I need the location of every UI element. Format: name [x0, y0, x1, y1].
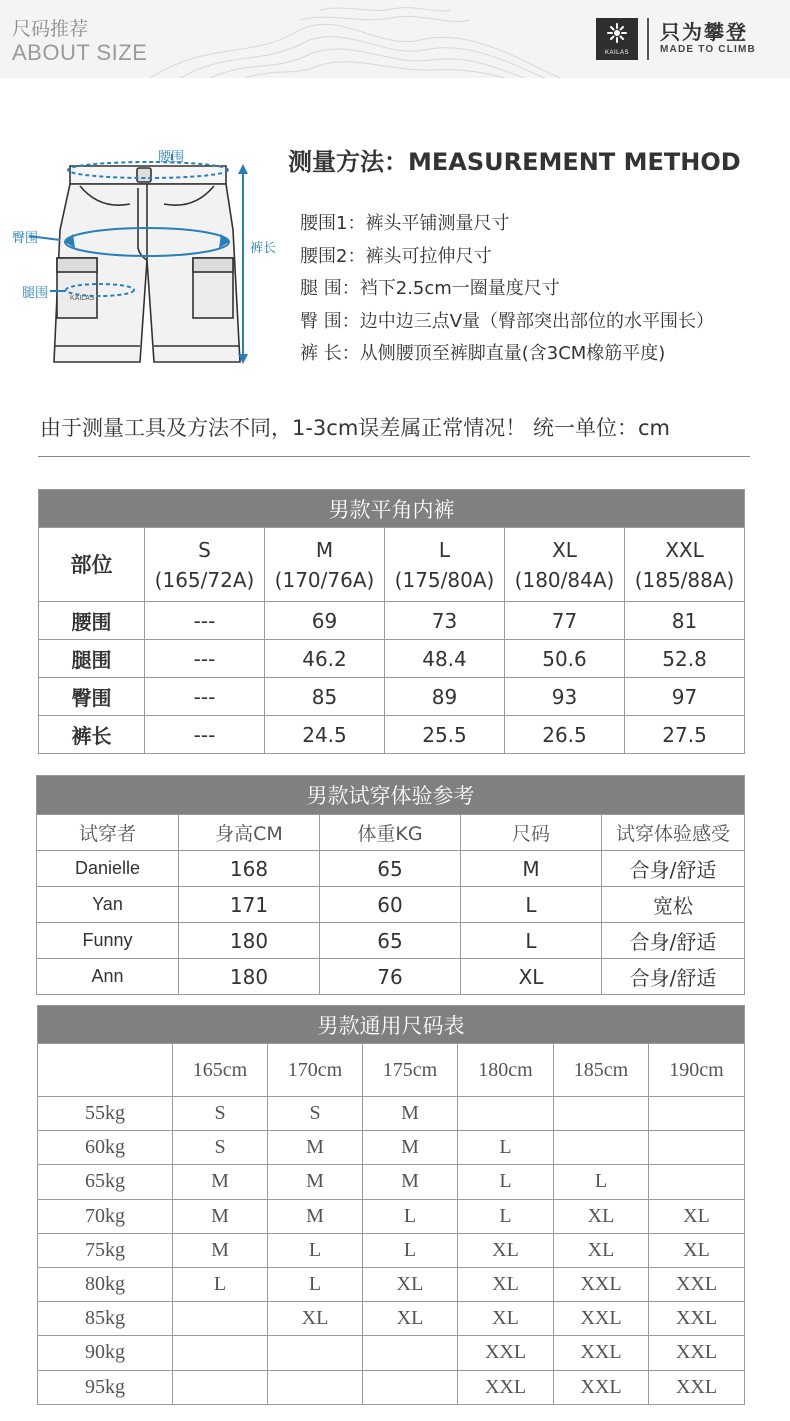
size-spec: (175/80A): [394, 567, 495, 592]
height-header: 185cm: [554, 1044, 649, 1097]
size-cell: XXL: [554, 1336, 649, 1370]
method-title: 测量方法：MEASUREMENT METHOD: [288, 148, 741, 176]
table-cell: ---: [145, 716, 265, 754]
waist-label: 腰围: [158, 150, 185, 165]
pocket-brand-label: KAILAS: [70, 295, 95, 302]
table-cell: 76: [320, 959, 461, 995]
table-row: [38, 1302, 745, 1336]
weight-label: 90kg: [38, 1336, 173, 1370]
table-cell: 合身/舒适: [602, 851, 745, 887]
size-cell: XXL: [458, 1370, 554, 1404]
size-spec: (165/72A): [154, 567, 255, 592]
method-line-waist2: 腰围2：裤头可拉伸尺寸: [300, 245, 492, 267]
size-cell: L: [458, 1131, 554, 1165]
table-cell: 合身/舒适: [602, 923, 745, 959]
size-cell: XL: [268, 1302, 363, 1336]
header-title-cn: 尺码推荐: [12, 18, 89, 40]
size-cell: XXL: [649, 1302, 745, 1336]
page-header: [0, 0, 790, 78]
row-label: 臀围: [39, 678, 145, 716]
size-cell: L: [173, 1267, 268, 1301]
column-header: 尺码: [461, 815, 602, 851]
size-cell: XXL: [649, 1267, 745, 1301]
method-line-waist1: 腰围1：裤头平铺测量尺寸: [300, 213, 510, 234]
table-cell: ---: [145, 678, 265, 716]
table-cell: 合身/舒适: [602, 959, 745, 995]
size-cell: XL: [363, 1302, 458, 1336]
table-row: [38, 1165, 745, 1199]
size-cell: L: [458, 1165, 554, 1199]
fit-table-header-row: [37, 815, 745, 851]
method-line-length: 裤 长：从侧腰顶至裤脚直量(含3CM橡筋平度): [300, 343, 666, 364]
size-cell: S: [268, 1097, 363, 1131]
size-cell: [363, 1336, 458, 1370]
table-cell: 52.8: [625, 640, 745, 678]
tester-name: Danielle: [37, 851, 179, 887]
size-cell: XL: [649, 1233, 745, 1267]
shorts-measurement-diagram: [0, 130, 290, 380]
size-table-corner: 部位: [39, 528, 145, 602]
size-cell: M: [268, 1131, 363, 1165]
general-table-title: 男款通用尺码表: [38, 1006, 745, 1044]
size-cell: L: [268, 1233, 363, 1267]
height-header: 170cm: [268, 1044, 363, 1097]
size-cell: XL: [554, 1233, 649, 1267]
size-cell: [649, 1131, 745, 1165]
thigh-label: 腿围: [22, 286, 49, 301]
length-label: 裤长: [250, 241, 277, 256]
size-cell: XL: [458, 1302, 554, 1336]
table-cell: 48.4: [385, 640, 505, 678]
table-cell: 60: [320, 887, 461, 923]
size-cell: S: [173, 1131, 268, 1165]
fit-reference-table: [36, 775, 745, 995]
row-label: 腿围: [39, 640, 145, 678]
weight-label: 85kg: [38, 1302, 173, 1336]
row-label: 腰围: [39, 602, 145, 640]
size-cell: [268, 1336, 363, 1370]
size-code: S: [198, 537, 211, 562]
size-cell: M: [268, 1165, 363, 1199]
weight-label: 55kg: [38, 1097, 173, 1131]
size-cell: M: [363, 1165, 458, 1199]
row-label: 裤长: [39, 716, 145, 754]
table-cell: XL: [461, 959, 602, 995]
size-cell: L: [554, 1165, 649, 1199]
general-table-corner: [38, 1044, 173, 1097]
sun-logo-icon: [596, 18, 638, 50]
weight-label: 65kg: [38, 1165, 173, 1199]
size-cell: L: [363, 1199, 458, 1233]
fit-table-title: 男款试穿体验参考: [37, 776, 745, 815]
size-cell: [649, 1165, 745, 1199]
height-header: 180cm: [458, 1044, 554, 1097]
size-cell: M: [173, 1165, 268, 1199]
table-row: [37, 887, 745, 923]
shorts-illustration: [0, 130, 290, 380]
table-cell: 77: [505, 602, 625, 640]
weight-label: 70kg: [38, 1199, 173, 1233]
header-title-en: ABOUT SIZE: [12, 40, 148, 65]
size-cell: [173, 1336, 268, 1370]
size-col-l: [385, 528, 505, 602]
table-cell: ---: [145, 602, 265, 640]
logo-text: KAILAS: [604, 50, 629, 56]
table-cell: 81: [625, 602, 745, 640]
table-cell: 171: [179, 887, 320, 923]
table-row: [38, 1233, 745, 1267]
size-cell: XXL: [649, 1370, 745, 1404]
general-table-header-row: [38, 1044, 745, 1097]
table-cell: 89: [385, 678, 505, 716]
table-row: [39, 716, 745, 754]
tester-name: Funny: [37, 923, 179, 959]
tolerance-notice: 由于测量工具及方法不同，1-3cm误差属正常情况！ 统一单位：cm: [40, 416, 670, 440]
table-cell: 24.5: [265, 716, 385, 754]
table-row: [38, 1131, 745, 1165]
table-cell: M: [461, 851, 602, 887]
size-cell: M: [268, 1199, 363, 1233]
divider-line: [38, 456, 750, 457]
table-cell: 180: [179, 923, 320, 959]
column-header: 身高CM: [179, 815, 320, 851]
height-header: 165cm: [173, 1044, 268, 1097]
table-row: [38, 1370, 745, 1404]
table-cell: 27.5: [625, 716, 745, 754]
size-cell: [173, 1370, 268, 1404]
table-row: [39, 640, 745, 678]
size-spec-table: [38, 489, 745, 754]
size-code: XXL: [665, 537, 704, 562]
size-cell: L: [458, 1199, 554, 1233]
table-row: [37, 959, 745, 995]
hip-label: 臀围: [12, 231, 39, 246]
table-cell: 46.2: [265, 640, 385, 678]
table-cell: ---: [145, 640, 265, 678]
table-row: [38, 1097, 745, 1131]
table-cell: 73: [385, 602, 505, 640]
size-spec: (180/84A): [514, 567, 615, 592]
size-cell: XL: [458, 1233, 554, 1267]
size-cell: XXL: [554, 1267, 649, 1301]
size-cell: M: [173, 1233, 268, 1267]
height-header: 175cm: [363, 1044, 458, 1097]
column-header: 试穿者: [37, 815, 179, 851]
size-col-xxl: [625, 528, 745, 602]
size-cell: XL: [363, 1267, 458, 1301]
kailas-logo: [596, 18, 638, 60]
size-cell: XXL: [554, 1370, 649, 1404]
table-cell: L: [461, 923, 602, 959]
size-cell: [173, 1302, 268, 1336]
size-col-s: [145, 528, 265, 602]
method-list: [300, 208, 790, 371]
size-cell: L: [363, 1233, 458, 1267]
size-cell: [554, 1097, 649, 1131]
table-cell: 93: [505, 678, 625, 716]
table-cell: L: [461, 887, 602, 923]
weight-label: 75kg: [38, 1233, 173, 1267]
size-code: M: [315, 537, 334, 562]
size-cell: [649, 1097, 745, 1131]
table-row: [39, 602, 745, 640]
size-cell: XXL: [649, 1336, 745, 1370]
general-size-table: [37, 1005, 745, 1405]
size-cell: XL: [458, 1267, 554, 1301]
size-cell: XL: [554, 1199, 649, 1233]
size-table-title: 男款平角内裤: [39, 490, 745, 528]
table-cell: 180: [179, 959, 320, 995]
size-cell: M: [363, 1131, 458, 1165]
size-spec: (170/76A): [274, 567, 375, 592]
table-row: [37, 923, 745, 959]
table-cell: 85: [265, 678, 385, 716]
weight-label: 80kg: [38, 1267, 173, 1301]
table-cell: 50.6: [505, 640, 625, 678]
tester-name: Ann: [37, 959, 179, 995]
logo-divider: [647, 18, 649, 60]
method-line-hip: 臀 围：边中边三点V量（臀部突出部位的水平围长）: [300, 310, 715, 332]
size-cell: L: [268, 1267, 363, 1301]
table-cell: 26.5: [505, 716, 625, 754]
size-cell: [554, 1131, 649, 1165]
size-spec: (185/88A): [634, 567, 735, 592]
general-table-body: [38, 1097, 745, 1405]
weight-label: 60kg: [38, 1131, 173, 1165]
size-cell: XXL: [458, 1336, 554, 1370]
size-col-m: [265, 528, 385, 602]
table-cell: 97: [625, 678, 745, 716]
table-row: [38, 1199, 745, 1233]
weight-label: 95kg: [38, 1370, 173, 1404]
table-row: [37, 851, 745, 887]
table-row: [39, 678, 745, 716]
size-cell: M: [363, 1097, 458, 1131]
size-table-header-row: [39, 528, 745, 602]
slogan-cn: 只为攀登: [660, 20, 748, 44]
size-cell: XXL: [554, 1302, 649, 1336]
size-cell: [458, 1097, 554, 1131]
table-row: [38, 1267, 745, 1301]
table-cell: 65: [320, 923, 461, 959]
height-header: 190cm: [649, 1044, 745, 1097]
table-cell: 69: [265, 602, 385, 640]
tester-name: Yan: [37, 887, 179, 923]
size-code: XL: [552, 537, 577, 562]
size-cell: XL: [649, 1199, 745, 1233]
column-header: 体重KG: [320, 815, 461, 851]
table-row: [38, 1336, 745, 1370]
size-cell: [363, 1370, 458, 1404]
size-cell: S: [173, 1097, 268, 1131]
size-col-xl: [505, 528, 625, 602]
column-header: 试穿体验感受: [602, 815, 745, 851]
method-line-thigh: 腿 围：裆下2.5cm一圈量度尺寸: [300, 278, 560, 299]
size-cell: [268, 1370, 363, 1404]
size-code: L: [438, 537, 451, 562]
table-cell: 65: [320, 851, 461, 887]
size-cell: M: [173, 1199, 268, 1233]
table-cell: 宽松: [602, 887, 745, 923]
slogan-en: MADE TO CLIMB: [660, 44, 756, 55]
table-cell: 25.5: [385, 716, 505, 754]
table-cell: 168: [179, 851, 320, 887]
